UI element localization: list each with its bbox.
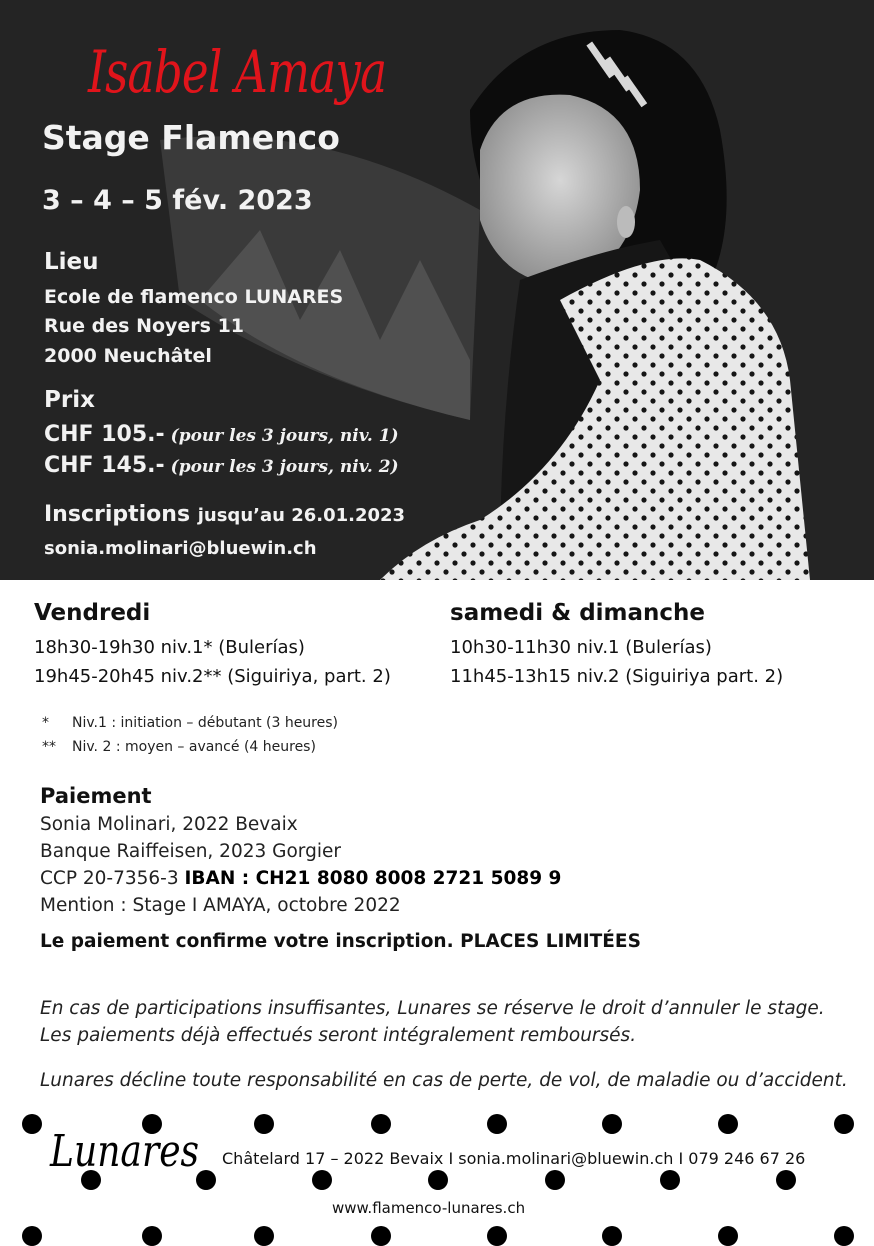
friday-heading: Vendredi <box>34 600 151 626</box>
registration-line <box>44 502 405 527</box>
venue-line: Ecole de flamenco LUNARES <box>44 286 344 308</box>
payment-account <box>40 868 561 889</box>
price-note: (pour les 3 jours, niv. 1) <box>170 426 399 446</box>
price-amount: CHF 105.- <box>44 422 165 447</box>
ccp-number: CCP 20-7356-3 <box>40 868 179 889</box>
event-title: Stage Flamenco <box>42 118 340 157</box>
venue-line: 2000 Neuchâtel <box>44 345 212 367</box>
registration-email[interactable]: sonia.molinari@bluewin.ch <box>44 538 317 559</box>
schedule-line: 11h45-13h15 niv.2 (Siguiriya part. 2) <box>450 666 784 687</box>
price-item <box>44 422 399 447</box>
footnote-mark: * <box>42 715 49 731</box>
price-amount: CHF 145.- <box>44 453 165 478</box>
venue-line: Rue des Noyers 11 <box>44 315 245 337</box>
payment-mention: Mention : Stage I AMAYA, octobre 2022 <box>40 895 401 916</box>
price-item <box>44 453 399 478</box>
payment-confirm: Le paiement confirme votre inscription. PLACES LIMITÉES <box>40 931 641 952</box>
cancel-notice: Les paiements déjà effectués seront intégralement remboursés. <box>40 1025 637 1046</box>
hero-banner <box>0 0 874 580</box>
liability-notice: Lunares décline toute responsabilité en cas de perte, de vol, de maladie ou d’accident. <box>40 1070 848 1091</box>
schedule-line: 10h30-11h30 niv.1 (Bulerías) <box>450 637 712 658</box>
payment-heading: Paiement <box>40 784 152 808</box>
footnote-mark: ** <box>42 739 56 755</box>
price-note: (pour les 3 jours, niv. 2) <box>170 457 399 477</box>
iban-number: IBAN : CH21 8080 8008 2721 5089 9 <box>184 868 562 889</box>
footnote-text: Niv. 2 : moyen – avancé (4 heures) <box>72 739 316 755</box>
footer-contact: Châtelard 17 – 2022 Bevaix I sonia.molinari@bluewin.ch I 079 246 67 26 <box>222 1149 806 1168</box>
price-heading: Prix <box>44 387 95 413</box>
weekend-heading: samedi & dimanche <box>450 600 706 626</box>
footer-website-link[interactable]: www.flamenco-lunares.ch <box>332 1199 526 1217</box>
event-dates: 3 – 4 – 5 fév. 2023 <box>42 185 313 216</box>
schedule-line: 18h30-19h30 niv.1* (Bulerías) <box>34 637 305 658</box>
payment-line: Sonia Molinari, 2022 Bevaix <box>40 814 298 835</box>
payment-line: Banque Raiffeisen, 2023 Gorgier <box>40 841 341 862</box>
schedule-line: 19h45-20h45 niv.2** (Siguiriya, part. 2) <box>34 666 391 687</box>
venue-heading: Lieu <box>44 249 99 275</box>
footnote-text: Niv.1 : initiation – débutant (3 heures) <box>72 715 338 731</box>
lunares-logo: Lunares <box>50 1126 200 1177</box>
registration-heading: Inscriptions <box>44 502 191 527</box>
artist-name: Isabel Amaya <box>88 38 387 106</box>
registration-deadline: jusqu’au 26.01.2023 <box>197 505 406 526</box>
cancel-notice: En cas de participations insuffisantes, Lunares se réserve le droit d’annuler le stage. <box>40 998 825 1019</box>
